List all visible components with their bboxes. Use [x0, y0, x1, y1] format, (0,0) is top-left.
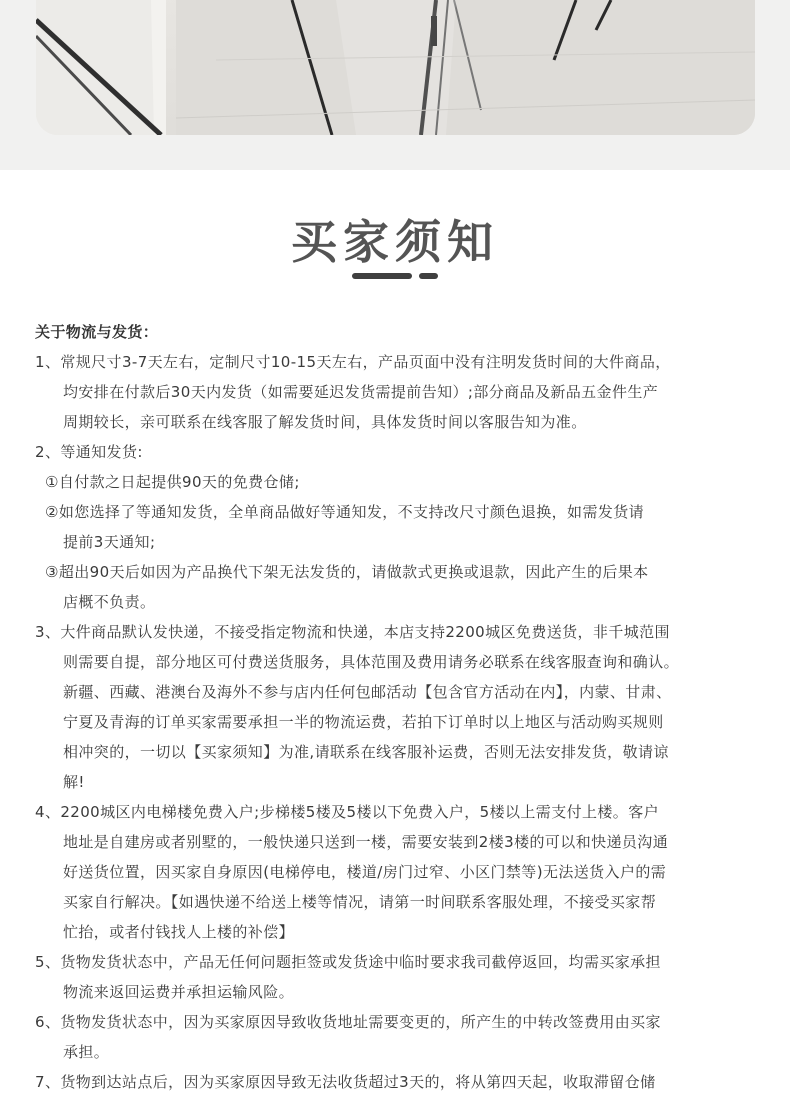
notice-line: 2、等通知发货:	[35, 443, 143, 461]
notice-line: ②如您选择了等通知发货，全单商品做好等通知发，不支持改尺寸颜色退换，如需发货请	[45, 503, 645, 521]
product-photo	[36, 0, 755, 135]
title-underline-long	[352, 273, 412, 279]
notice-line: 解!	[63, 773, 85, 791]
notice-line: 宁夏及青海的订单买家需要承担一半的物流运费，若拍下订单时以上地区与活动购买规则	[63, 713, 664, 731]
notice-line: 物流来返回运费并承担运输风险。	[63, 983, 295, 1001]
notice-line: ①自付款之日起提供90天的免费仓储;	[45, 473, 300, 491]
notice-line: 好送货位置，因买家自身原因(电梯停电，楼道/房门过窄、小区门禁等)无法送货入户的需	[63, 863, 667, 881]
notice-line: 忙抬，或者付钱找人上楼的补偿】	[63, 923, 295, 941]
notice-line: 承担。	[63, 1043, 110, 1061]
notice-line: ③超出90天后如因为产品换代下架无法发货的，请做款式更换或退款，因此产生的后果本	[45, 563, 649, 581]
top-banner	[0, 0, 790, 170]
notice-line: 周期较长，亲可联系在线客服了解发货时间，具体发货时间以客服告知为准。	[63, 413, 587, 431]
section-heading: 关于物流与发货：	[35, 323, 159, 341]
notice-line: 店概不负责。	[63, 593, 156, 611]
notice-line: 6、货物发货状态中，因为买家原因导致收货地址需要变更的，所产生的中转改签费用由买家	[35, 1013, 661, 1031]
shower-room-image	[36, 0, 755, 135]
notice-line: 1、常规尺寸3-7天左右，定制尺寸10-15天左右，产品页面中没有注明发货时间的大件商品，	[35, 353, 671, 371]
notice-line: 相冲突的，一切以【买家须知】为准,请联系在线客服补运费，否则无法安排发货，敬请谅	[63, 743, 669, 761]
notice-line: 新疆、西藏、港澳台及海外不参与店内任何包邮活动【包含官方活动在内】，内蒙、甘肃、	[63, 683, 672, 701]
title-underline-short	[419, 273, 438, 279]
notice-line: 买家自行解决。【如遇快递不给送上楼等情况，请第一时间联系客服处理，不接受买家帮	[63, 893, 657, 911]
notice-line: 地址是自建房或者别墅的，一般快递只送到一楼，需要安装到2楼3楼的可以和快递员沟通	[63, 833, 669, 851]
notice-line: 7、货物到达站点后，因为买家原因导致无法收货超过3天的，将从第四天起，收取滞留仓储	[35, 1073, 656, 1091]
notice-line: 4、2200城区内电梯楼免费入户;步梯楼5楼及5楼以下免费入户，5楼以上需支付上楼。客户	[35, 803, 660, 821]
page-title: 买家须知	[291, 215, 499, 269]
notice-line: 均安排在付款后30天内发货（如需要延迟发货需提前告知）;部分商品及新品五金件生产	[63, 383, 659, 401]
notice-line: 5、货物发货状态中，产品无任何问题拒签或发货途中临时要求我司截停返回，均需买家承担	[35, 953, 661, 971]
buyer-notice-body	[35, 317, 760, 1097]
notice-line: 则需要自提，部分地区可付费送货服务，具体范围及费用请务必联系在线客服查询和确认。	[63, 653, 680, 671]
notice-line: 3、大件商品默认发快递，不接受指定物流和快递，本店支持2200城区免费送货，非千城范围	[35, 623, 670, 641]
notice-line: 提前3天通知;	[63, 533, 156, 551]
